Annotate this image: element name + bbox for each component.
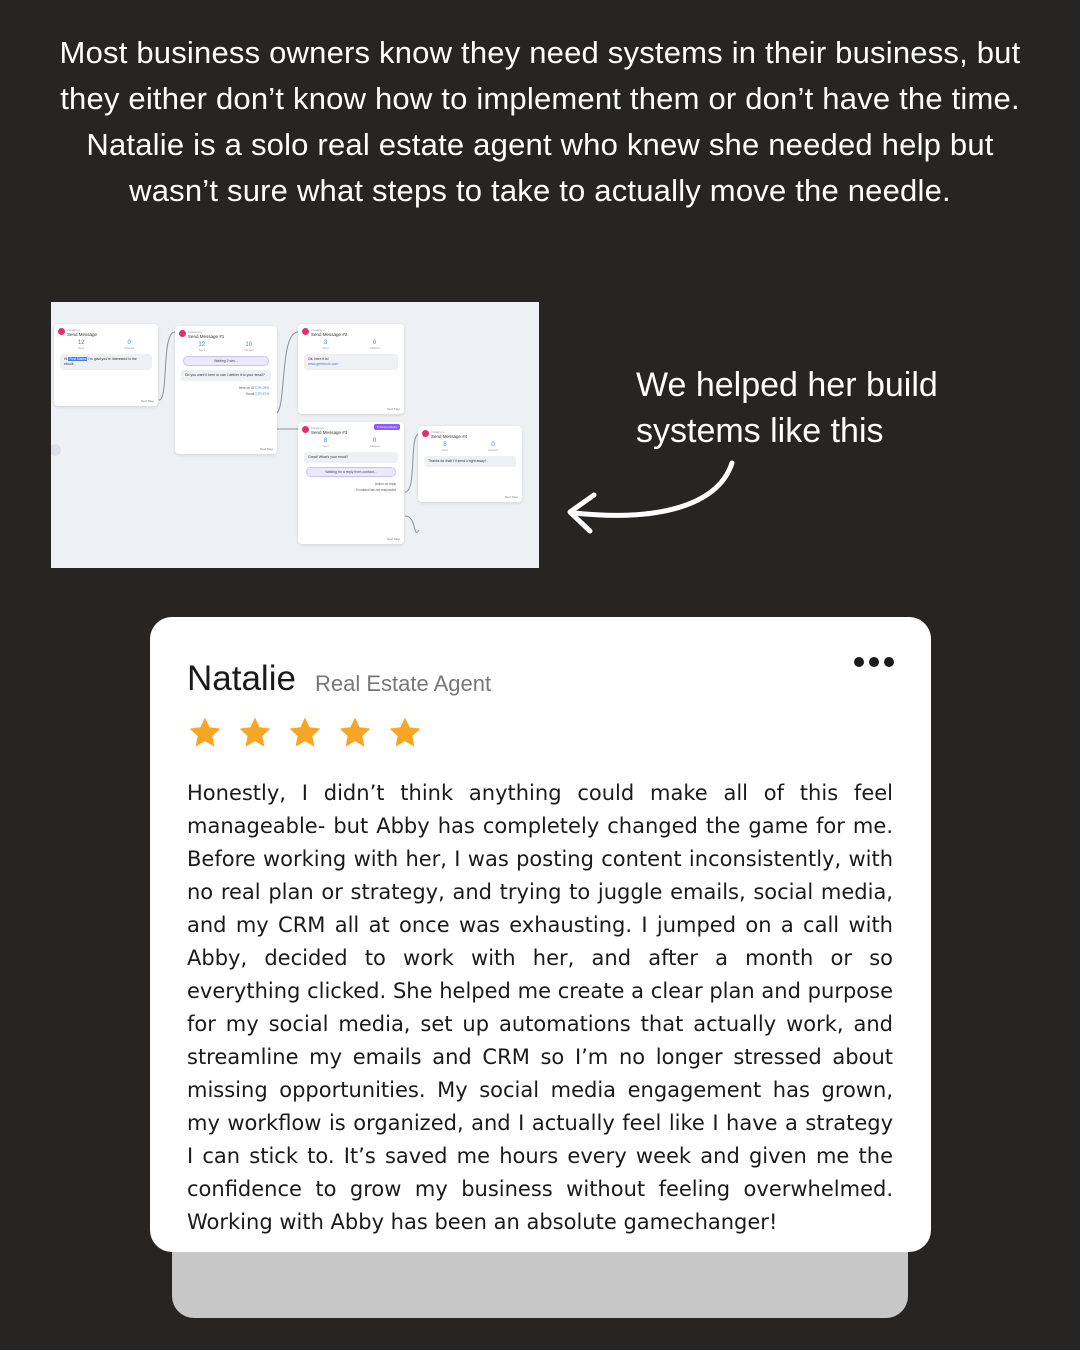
instagram-icon [179, 330, 186, 337]
more-options-icon[interactable] [854, 657, 894, 667]
instagram-icon [422, 430, 429, 437]
review-text: Honestly, I didn’t think anything could make all of this feel manageable- but Abby has completely changed the game for me. Before working with her, I was posting content inconsistently, with no real plan or strategy, and trying to juggle emails, social media, and my CRM all at once was exhausting. I jumped on a call with Abby, decided to work with her, and after a month or so everything clicked. She helped me create a clear plan and purpose for my social media, set up automations that actually work, and streamline my emails and CRM so I’m no longer stressed about missing opportunities. My social media engagement has grown, my workflow is organized, and I actually feel like I have a strategy I can stick to. It’s saved me hours every week and given me the confidence to grow my business without feeling overwhelmed. Working with Abby has been an absolute gamechanger! [187, 781, 893, 1234]
flow-node-send-message-1: Instagram Send Message #1 12 Sent 10 Clicked Waiting 2 sec... Do you want it here or can I deliver it to your email? Here on IG CTR 25% Email CTR 67% Next Step [175, 326, 277, 454]
star-icon [337, 716, 373, 750]
intro-text: Most business owners know they need systems in their business, but they either don’t know how to implement them or don’t have the time. Natalie is a solo real estate agent who knew she needed help but wasn’t sure what steps to take to actually move the needle. [59, 35, 1021, 208]
flow-node-send-message: Instagram Send Message 12 Sent 0 Clicked Hi First Name I'm glad you're interested in the ebook. Next Step [54, 324, 158, 406]
callout-text: We helped her build systems like this [636, 366, 938, 450]
star-icon [237, 716, 273, 750]
star-rating [187, 716, 423, 750]
wait-pill: Waiting 2 sec... [183, 356, 269, 366]
flow-node-send-message-4: Instagram Send Message #4 8 Sent 0 Clicked Thanks for that! I'll send it right away! Next Step [418, 426, 522, 502]
review-card [150, 617, 931, 1252]
automation-flow-screenshot [51, 302, 539, 568]
instagram-icon [58, 328, 65, 335]
star-icon [387, 716, 423, 750]
reviewer-name: Natalie [187, 659, 296, 698]
curved-arrow-icon [560, 455, 750, 545]
star-icon [187, 716, 223, 750]
wait-reply-pill: Waiting for a reply from contact... [306, 467, 396, 477]
star-icon [287, 716, 323, 750]
instagram-icon [302, 426, 309, 433]
instagram-icon [302, 328, 309, 335]
reviewer-role: Real Estate Agent [315, 671, 492, 696]
flow-node-send-message-2: Instagram Send Message #2 3 Sent 0 Clicked Ok, here it is! www.getebook.com Next Step [298, 324, 404, 414]
flow-node-send-message-3: 6 Respondents Instagram Send Message #3 8 Sent 0 Clicked Great! What's your email? Waiting for a reply from contact... Action on reply If contact has not responded Next Step [298, 422, 404, 544]
